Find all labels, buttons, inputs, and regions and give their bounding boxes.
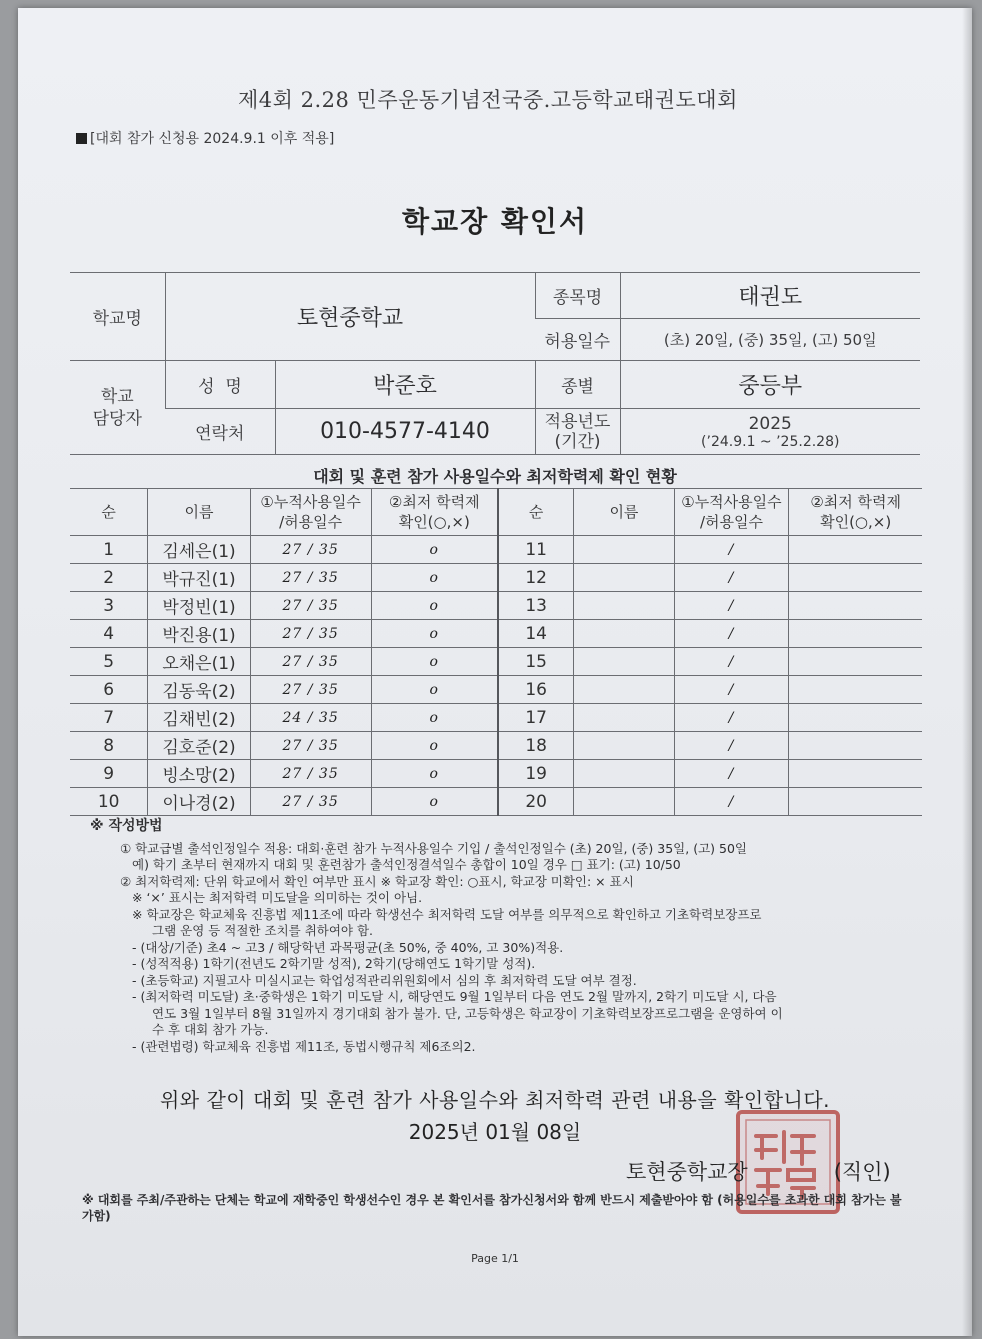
table-header-row xyxy=(70,489,922,536)
min-academic-check-right xyxy=(789,536,922,564)
row-no-right: 17 xyxy=(498,704,574,732)
method-line: 수 후 대회 참가 가능. xyxy=(152,1022,269,1037)
row-no: 2 xyxy=(70,564,148,592)
days-used: 27 / 35 xyxy=(250,592,371,620)
student-name-right xyxy=(574,788,674,816)
days-used: 27 / 35 xyxy=(250,788,371,816)
student-name: 김채빈(2) xyxy=(148,704,250,732)
row-no-right: 12 xyxy=(498,564,574,592)
days-used-right: / xyxy=(674,788,789,816)
method-line: 예) 학기 초부터 현재까지 대회 및 훈련참가 출석인정결석일수 총합이 10일 경우 □ 표기: (고) 10/50 xyxy=(132,857,681,872)
manager-label: 학교 담당자 xyxy=(70,361,165,455)
min-academic-check-right xyxy=(789,620,922,648)
document-title: 학교장 확인서 xyxy=(401,205,589,238)
division-value: 중등부 xyxy=(620,361,920,409)
participants-table xyxy=(70,488,922,816)
event-label: 종목명 xyxy=(535,273,620,319)
principal-name: 토현중학교장 xyxy=(626,1160,748,1184)
days-used-right: / xyxy=(674,760,789,788)
student-name-right xyxy=(574,536,674,564)
min-academic-check-right xyxy=(789,676,922,704)
min-academic-check: o xyxy=(371,620,498,648)
header-no: 순 xyxy=(70,489,148,536)
min-academic-check-right xyxy=(789,704,922,732)
header-name: 이름 xyxy=(148,489,250,536)
days-used: 27 / 35 xyxy=(250,620,371,648)
name-label: 성 명 xyxy=(165,361,275,409)
row-no: 3 xyxy=(70,592,148,620)
days-used: 27 / 35 xyxy=(250,648,371,676)
table-row xyxy=(70,648,922,676)
square-bullet-icon xyxy=(76,133,87,144)
writing-method xyxy=(90,818,880,1055)
min-academic-check-right xyxy=(789,788,922,816)
days-used-right: / xyxy=(674,648,789,676)
method-heading: ※ 작성방법 xyxy=(90,818,163,834)
info-table xyxy=(70,272,920,455)
row-no: 1 xyxy=(70,536,148,564)
year-period: (’24.9.1 ~ ’25.2.28) xyxy=(701,433,840,450)
days-used: 27 / 35 xyxy=(250,564,371,592)
student-name-right xyxy=(574,704,674,732)
header-days: ①누적사용일수 /허용일수 xyxy=(250,489,371,536)
header-check: ②최저 학력제 확인(○,×) xyxy=(371,489,498,536)
document-page xyxy=(18,8,972,1336)
min-academic-check: o xyxy=(371,676,498,704)
method-line: - (초등학교) 지필고사 미실시교는 학업성적관리위원회에서 심의 후 최저학력 도달 여부 결정. xyxy=(132,972,637,988)
name-value: 박준호 xyxy=(275,361,535,409)
table-row xyxy=(70,676,922,704)
contact-value: 010-4577-4140 xyxy=(275,409,535,455)
row-no: 4 xyxy=(70,620,148,648)
table-row xyxy=(70,732,922,760)
table-row xyxy=(70,564,922,592)
school-value: 토현중학교 xyxy=(165,273,535,361)
row-no: 8 xyxy=(70,732,148,760)
row-no: 10 xyxy=(70,788,148,816)
row-no-right: 19 xyxy=(498,760,574,788)
row-no-right: 13 xyxy=(498,592,574,620)
method-line: - (최저학력 미도달) 초·중학생은 1학기 미도달 시, 해당연도 9월 1일부터 다음 연도 2월 말까지, 2학기 미도달 시, 다음 xyxy=(132,989,777,1004)
method-line: - (대상/기준) 초4 ~ 고3 / 해당학년 과목평균(초 50%, 중 40%, 고 30%)적용. xyxy=(132,939,564,955)
days-used-right: / xyxy=(674,704,789,732)
contest-title: 제4회 2.28 민주운동기념전국중.고등학교태권도대회 xyxy=(238,88,738,112)
student-name-right xyxy=(574,592,674,620)
student-name: 이나경(2) xyxy=(148,788,250,816)
confirmation-text: 위와 같이 대회 및 훈련 참가 사용일수와 최저학력 관련 내용을 확인합니다. xyxy=(159,1088,831,1112)
allowed-days-label: 허용일수 xyxy=(535,319,620,361)
table-row xyxy=(70,536,922,564)
contact-label: 연락처 xyxy=(165,409,275,455)
student-name: 김호준(2) xyxy=(148,732,250,760)
method-line: - (성적적용) 1학기(전년도 2학기말 성적), 2학기(당해연도 1학기말 성적). xyxy=(132,956,536,971)
row-no: 6 xyxy=(70,676,148,704)
header-days-right: ①누적사용일수 /허용일수 xyxy=(674,489,789,536)
min-academic-check: o xyxy=(371,536,498,564)
page-number: Page 1/1 xyxy=(471,1252,519,1265)
seal-label: (직인) xyxy=(833,1160,891,1184)
student-name: 김동욱(2) xyxy=(148,676,250,704)
min-academic-check-right xyxy=(789,732,922,760)
allowed-days-value: (초) 20일, (중) 35일, (고) 50일 xyxy=(620,319,920,361)
row-no-right: 16 xyxy=(498,676,574,704)
min-academic-check: o xyxy=(371,732,498,760)
min-academic-check: o xyxy=(371,592,498,620)
header-check-right: ②최저 학력제 확인(○,×) xyxy=(789,489,922,536)
student-name-right xyxy=(574,760,674,788)
year-value: 2025 xyxy=(748,413,792,434)
days-used-right: / xyxy=(674,536,789,564)
min-academic-check: o xyxy=(371,648,498,676)
row-no-right: 11 xyxy=(498,536,574,564)
principal-signature xyxy=(626,1156,891,1186)
event-value: 태권도 xyxy=(620,273,920,319)
school-label: 학교명 xyxy=(70,273,165,361)
min-academic-check-right xyxy=(789,564,922,592)
confirmation-date: 2025년 01월 08일 xyxy=(408,1120,582,1144)
min-academic-check-right xyxy=(789,648,922,676)
apply-note xyxy=(76,128,334,148)
row-no-right: 15 xyxy=(498,648,574,676)
days-used: 27 / 35 xyxy=(250,676,371,704)
student-name: 오채은(1) xyxy=(148,648,250,676)
header-name-right: 이름 xyxy=(574,489,674,536)
year-cell xyxy=(620,409,920,455)
table-row xyxy=(70,592,922,620)
min-academic-check-right xyxy=(789,760,922,788)
student-name: 박규진(1) xyxy=(148,564,250,592)
student-name: 빙소망(2) xyxy=(148,760,250,788)
row-no-right: 18 xyxy=(498,732,574,760)
row-no-right: 14 xyxy=(498,620,574,648)
min-academic-check: o xyxy=(371,564,498,592)
student-name: 박진용(1) xyxy=(148,620,250,648)
method-line: 연도 3월 1일부터 8월 31일까지 경기대회 참가 불가. 단, 고등학생은 학교장이 기초학력보장프로그램을 운영하여 이 xyxy=(152,1005,783,1021)
student-name: 박정빈(1) xyxy=(148,592,250,620)
table-row xyxy=(70,620,922,648)
min-academic-check: o xyxy=(371,788,498,816)
min-academic-check-right xyxy=(789,592,922,620)
days-used-right: / xyxy=(674,620,789,648)
apply-note-text: [대회 참가 신청용 2024.9.1 이후 적용] xyxy=(90,131,335,147)
days-used-right: / xyxy=(674,732,789,760)
student-name-right xyxy=(574,564,674,592)
days-used: 27 / 35 xyxy=(250,732,371,760)
method-line: ※ 학교장은 학교체육 진흥법 제11조에 따라 학생선수 최저학력 도달 여부를 의무적으로 확인하고 기초학력보장프로 xyxy=(132,906,762,922)
days-used: 24 / 35 xyxy=(250,704,371,732)
row-no: 5 xyxy=(70,648,148,676)
min-academic-check: o xyxy=(371,704,498,732)
student-name-right xyxy=(574,676,674,704)
min-academic-check: o xyxy=(371,760,498,788)
student-name-right xyxy=(574,648,674,676)
method-line: - (관련법령) 학교체육 진흥법 제11조, 동법시행규칙 제6조의2. xyxy=(132,1038,476,1054)
days-used-right: / xyxy=(674,592,789,620)
days-used: 27 / 35 xyxy=(250,536,371,564)
method-line: ② 최저학력제: 단위 학교에서 확인 여부만 표시 ※ 학교장 확인: ○표시, 학교장 미확인: × 표시 xyxy=(120,873,634,889)
student-name-right xyxy=(574,620,674,648)
footer-note: ※ 대회를 주최/주관하는 단체는 학교에 재학중인 학생선수인 경우 본 확인서를 참가신청서와 함께 반드시 제출받아야 함 (허용일수를 초과한 대회 참가는 불가함) xyxy=(82,1193,902,1223)
method-line: ※ ‘×’ 표시는 최저학력 미도달을 의미하는 것이 아님. xyxy=(132,890,423,905)
student-name: 김세은(1) xyxy=(148,536,250,564)
row-no: 9 xyxy=(70,760,148,788)
table-row xyxy=(70,760,922,788)
division-label: 종별 xyxy=(535,361,620,409)
table-row xyxy=(70,704,922,732)
row-no: 7 xyxy=(70,704,148,732)
row-no-right: 20 xyxy=(498,788,574,816)
header-no-right: 순 xyxy=(498,489,574,536)
table-row xyxy=(70,788,922,816)
method-lines xyxy=(90,841,880,1056)
student-name-right xyxy=(574,732,674,760)
section-title: 대회 및 훈련 참가 사용일수와 최저학력제 확인 현황 xyxy=(313,467,677,486)
days-used-right: / xyxy=(674,676,789,704)
year-label: 적용년도 (기간) xyxy=(535,409,620,455)
days-used: 27 / 35 xyxy=(250,760,371,788)
days-used-right: / xyxy=(674,564,789,592)
method-line: ① 학교급별 출석인정일수 적용: 대회·훈련 참가 누적사용일수 기입 / 출석인정일수 (초) 20일, (중) 35일, (고) 50일 xyxy=(120,840,747,856)
method-line: 그램 운영 등 적절한 조치를 취하여야 함. xyxy=(152,923,374,938)
